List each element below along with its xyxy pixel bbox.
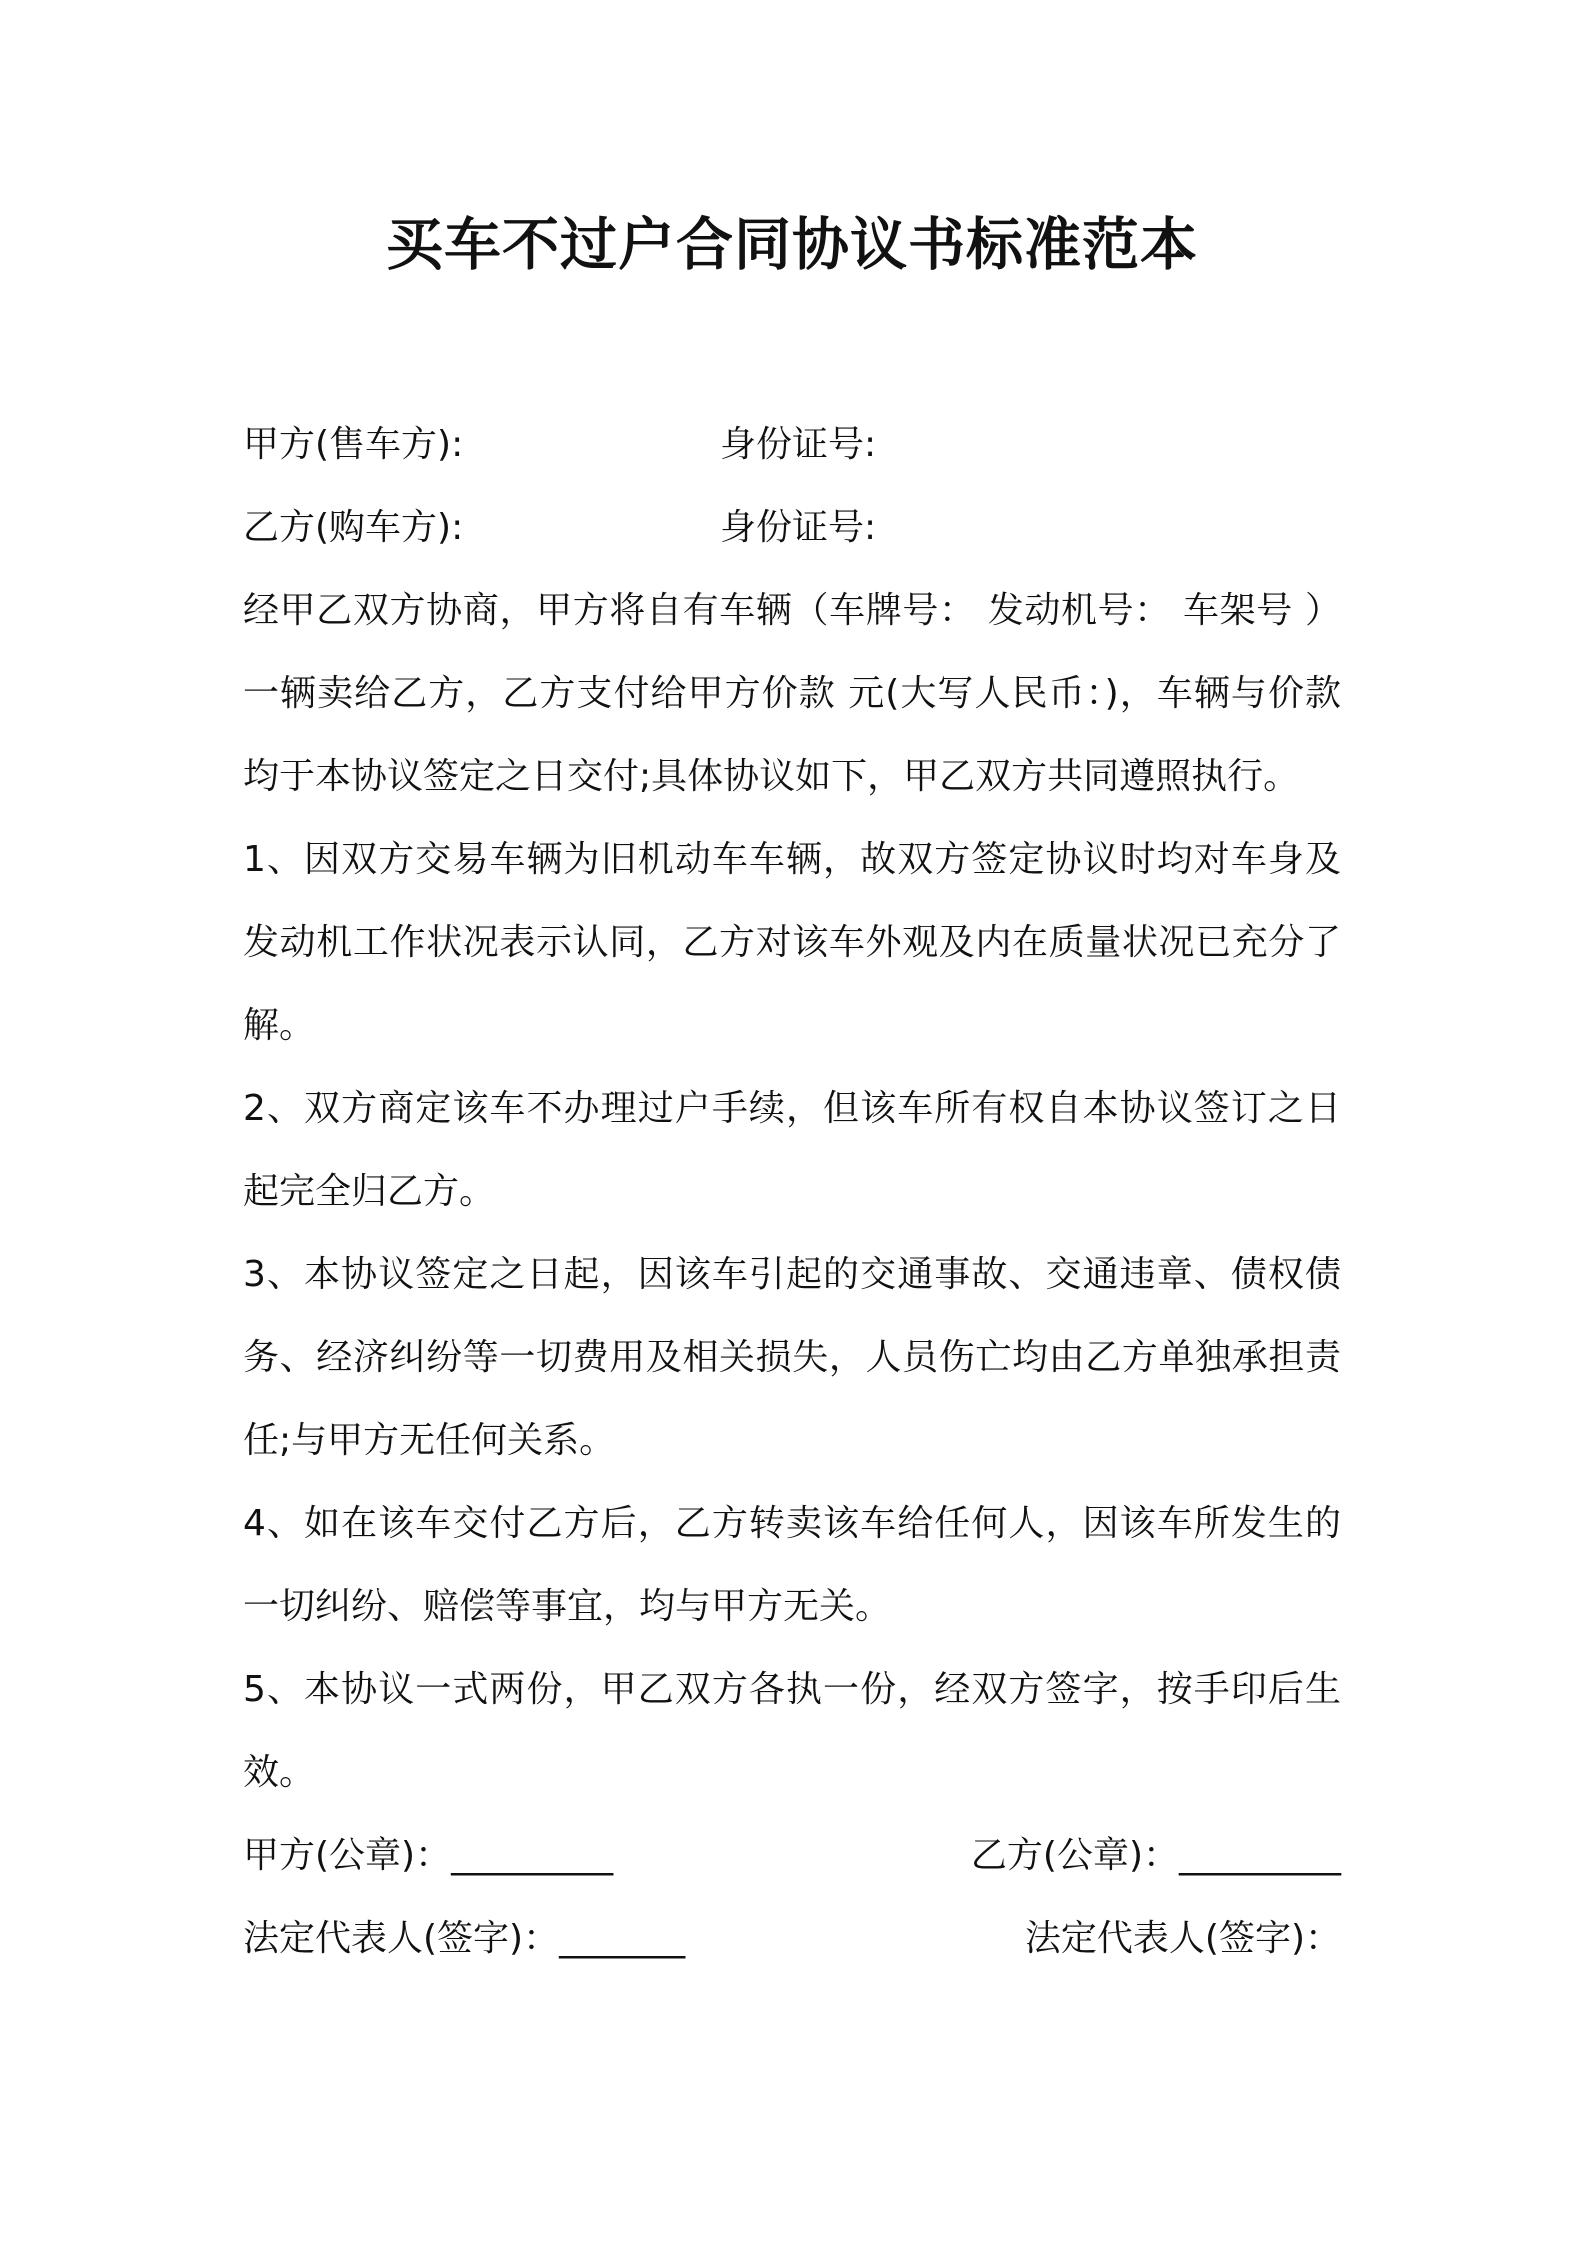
clause-1: 1、因双方交易车辆为旧机动车车辆，故双方签定协议时均对车身及发动机工作状况表示认同，乙方对该车外观及内在质量状况已充分了解。 [243, 839, 1341, 1046]
document-title: 买车不过户合同协议书标准范本 [386, 212, 1198, 278]
party-b-label: 乙方(购车方): [243, 507, 464, 548]
party-b-row [243, 486, 1341, 569]
clause-3: 3、本协议签定之日起，因该车引起的交通事故、交通违章、债权债务、经济纠纷等一切费用及相关损失，人员伤亡均由乙方单独承担责任;与甲方无任何关系。 [243, 1254, 1341, 1461]
document-body [243, 403, 1341, 1980]
party-a-id-label: 身份证号: [720, 424, 877, 465]
party-a-row [243, 403, 1341, 486]
representative-row [243, 1897, 1341, 1980]
clause-2: 2、双方商定该车不办理过户手续，但该车所有权自本协议签订之日起完全归乙方。 [243, 1088, 1341, 1212]
party-a-representative-line: 法定代表人(签字)：_______ [243, 1918, 686, 1959]
clause-4: 4、如在该车交付乙方后，乙方转卖该车给任何人，因该车所发生的一切纠纷、赔偿等事宜，均与甲方无关。 [243, 1503, 1341, 1627]
party-b-id-label: 身份证号: [720, 507, 877, 548]
party-b-seal-line: 乙方(公章)：_________ [970, 1835, 1341, 1876]
clause-5: 5、本协议一式两份，甲乙双方各执一份，经双方签字，按手印后生效。 [243, 1669, 1341, 1793]
intro-paragraph: 经甲乙双方协商，甲方将自有车辆（车牌号： 发动机号： 车架号 ）一辆卖给乙方，乙方支付给甲方价款 元(大写人民币：)，车辆与价款均于本协议签定之日交付;具体协议如下，甲乙双方共同遵照执行。 [243, 590, 1341, 797]
party-a-label: 甲方(售车方): [243, 424, 464, 465]
party-a-seal-line: 甲方(公章)：_________ [243, 1835, 614, 1876]
seal-row [243, 1814, 1341, 1897]
party-b-representative-line: 法定代表人(签字)： [1024, 1918, 1341, 1959]
